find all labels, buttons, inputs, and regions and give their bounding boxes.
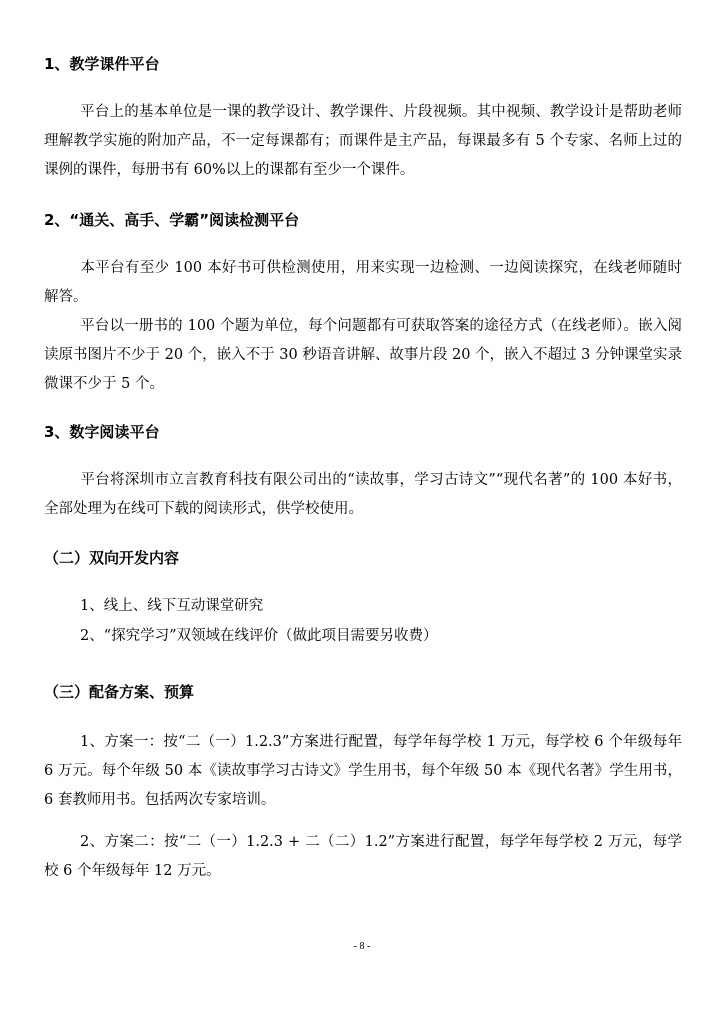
paragraph-text: 平台将深圳市立言教育科技有限公司出的“读故事，学习古诗文”“现代名著”的 100 本好书，全部处理为在线可下载的阅读形式，供学校使用。 (44, 472, 682, 517)
section-heading-reading-test-platform: 2、“通关、高手、学霸”阅读检测平台 (44, 211, 300, 229)
list-item-online-offline-classroom: 1、线上、线下互动课堂研究 (80, 598, 264, 614)
paragraph-text: 平台以一册书的 100 个题为单位，每个问题都有可获取答案的途径方式（在线老师）。嵌入阅读原书图片不少于 20 个，嵌入不于 30 秒语音讲解、故事片段 20 个，嵌入不超过 3 分钟课堂实录微课不少于 5 个。 (44, 318, 682, 392)
section-heading-bidirectional-development: （二）双向开发内容 (44, 549, 180, 567)
list-item-inquiry-learning-evaluation: 2、“探究学习”双领域在线评价（做此项目需要另收费） (80, 628, 438, 644)
section-heading-digital-reading: 3、数字阅读平台 (44, 423, 160, 441)
section-heading-plans-budget: （三）配备方案、预算 (44, 683, 195, 701)
paragraph-plan-one (44, 728, 682, 815)
paragraph-text: 平台上的基本单位是一课的教学设计、教学课件、片段视频。其中视频、教学设计是帮助老师理解教学实施的附加产品，不一定每课都有；而课件是主产品，每课最多有 5 个专家、名师上过的课例的课件，每册书有 60%以上的课都有至少一个课件。 (44, 104, 682, 178)
paragraph-plan-two (44, 828, 682, 886)
paragraph-text: 2、方案二：按“二（一）1.2.3 + 二（二）1.2”方案进行配置，每学年每学校 2 万元，每学校 6 个年级每年 12 万元。 (44, 834, 682, 879)
page-number: - 8 - (353, 941, 371, 952)
paragraph-text: 1、方案一：按“二（一）1.2.3”方案进行配置，每学年每学校 1 万元，每学校 6 个年级每年 6 万元。每个年级 50 本《读故事学习古诗文》学生用书，每个年级 50 本《现代名著》学生用书，6 套教师用书。包括两次专家培训。 (44, 734, 682, 808)
paragraph-text: 本平台有至少 100 本好书可供检测使用，用来实现一边检测、一边阅读探究，在线老师随时解答。 (44, 260, 682, 305)
paragraph-teaching-courseware (44, 98, 682, 185)
section-heading-teaching-courseware: 1、教学课件平台 (44, 55, 160, 73)
paragraph-reading-test-intro (44, 254, 682, 312)
paragraph-digital-reading (44, 466, 682, 524)
paragraph-reading-test-details (44, 312, 682, 399)
